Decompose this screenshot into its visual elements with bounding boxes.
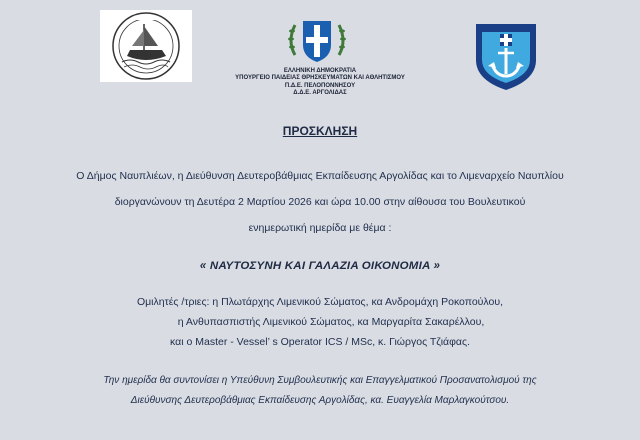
ministry-line: ΕΛΛΗΝΙΚΗ ΔΗΜΟΚΡΑΤΙΑ — [283, 68, 357, 74]
coordinator-line: Την ημερίδα θα συντονίσει η Υπεύθυνη Συμβουλευτικής και Επαγγελματικού Προσανατολισμού της — [103, 375, 537, 386]
coast-guard-anchor-emblem-icon — [470, 20, 542, 92]
intro-line: διοργανώνουν τη Δευτέρα 2 Μαρτίου 2026 και ώρα 10.00 στην αίθουσα του Βουλευτικού — [114, 196, 526, 208]
municipality-logo — [100, 10, 192, 82]
coordinator-line: Διεύθυνσης Δευτεροβάθμιας Εκπαίδευσης Αργολίδας, κα. Ευαγγελία Μαρλαγκούτσου. — [130, 395, 510, 406]
coast-guard-logo — [470, 20, 542, 92]
municipality-ship-seal-icon — [100, 10, 192, 82]
ministry-line: ΥΠΟΥΡΓΕΙΟ ΠΑΙΔΕΙΑΣ ΘΡΗΣΚΕΥΜΑΤΩΝ ΚΑΙ ΑΘΛΗΤΙΣΜΟΥ — [235, 75, 405, 82]
coordinator-paragraph — [0, 371, 640, 411]
intro-line: ενημερωτική ημερίδα με θέμα : — [248, 222, 392, 234]
speakers-paragraph — [0, 292, 640, 352]
intro-paragraph — [0, 163, 640, 241]
greek-state-emblem — [283, 15, 351, 67]
invitation-title: ΠΡΟΣΚΛΗΣΗ — [282, 124, 358, 138]
ministry-line: Δ.Δ.Ε. ΑΡΓΟΛΙΔΑΣ — [293, 89, 347, 96]
ministry-line: Π.Δ.Ε. ΠΕΛΟΠΟΝΝΗΣΟΥ — [284, 82, 356, 89]
speakers-line: και ο Master - Vessel’ s Operator ICS / MSc, κ. Γιώργος Τζιάφας. — [170, 336, 470, 348]
ministry-header — [200, 68, 440, 97]
event-theme: « ΝΑΥΤΟΣΥΝΗ ΚΑΙ ΓΑΛΑΖΙΑ ΟΙΚΟΝΟΜΙΑ » — [199, 260, 441, 272]
greek-coat-of-arms-icon — [283, 15, 351, 67]
intro-line: Ο Δήμος Ναυπλιέων, η Διεύθυνση Δευτεροβάθμιας Εκπαίδευσης Αργολίδας και το Λιμεναρχείο Ναυπλίου — [76, 170, 564, 182]
speakers-line: η Ανθυπασπιστής Λιμενικού Σώματος, κα Μαργαρίτα Σακαρέλλου, — [177, 316, 485, 328]
speakers-line: Ομιλητές /τριες: η Πλωτάρχης Λιμενικού Σώματος, κα Ανδρομάχη Ροκοπούλου, — [136, 296, 504, 308]
